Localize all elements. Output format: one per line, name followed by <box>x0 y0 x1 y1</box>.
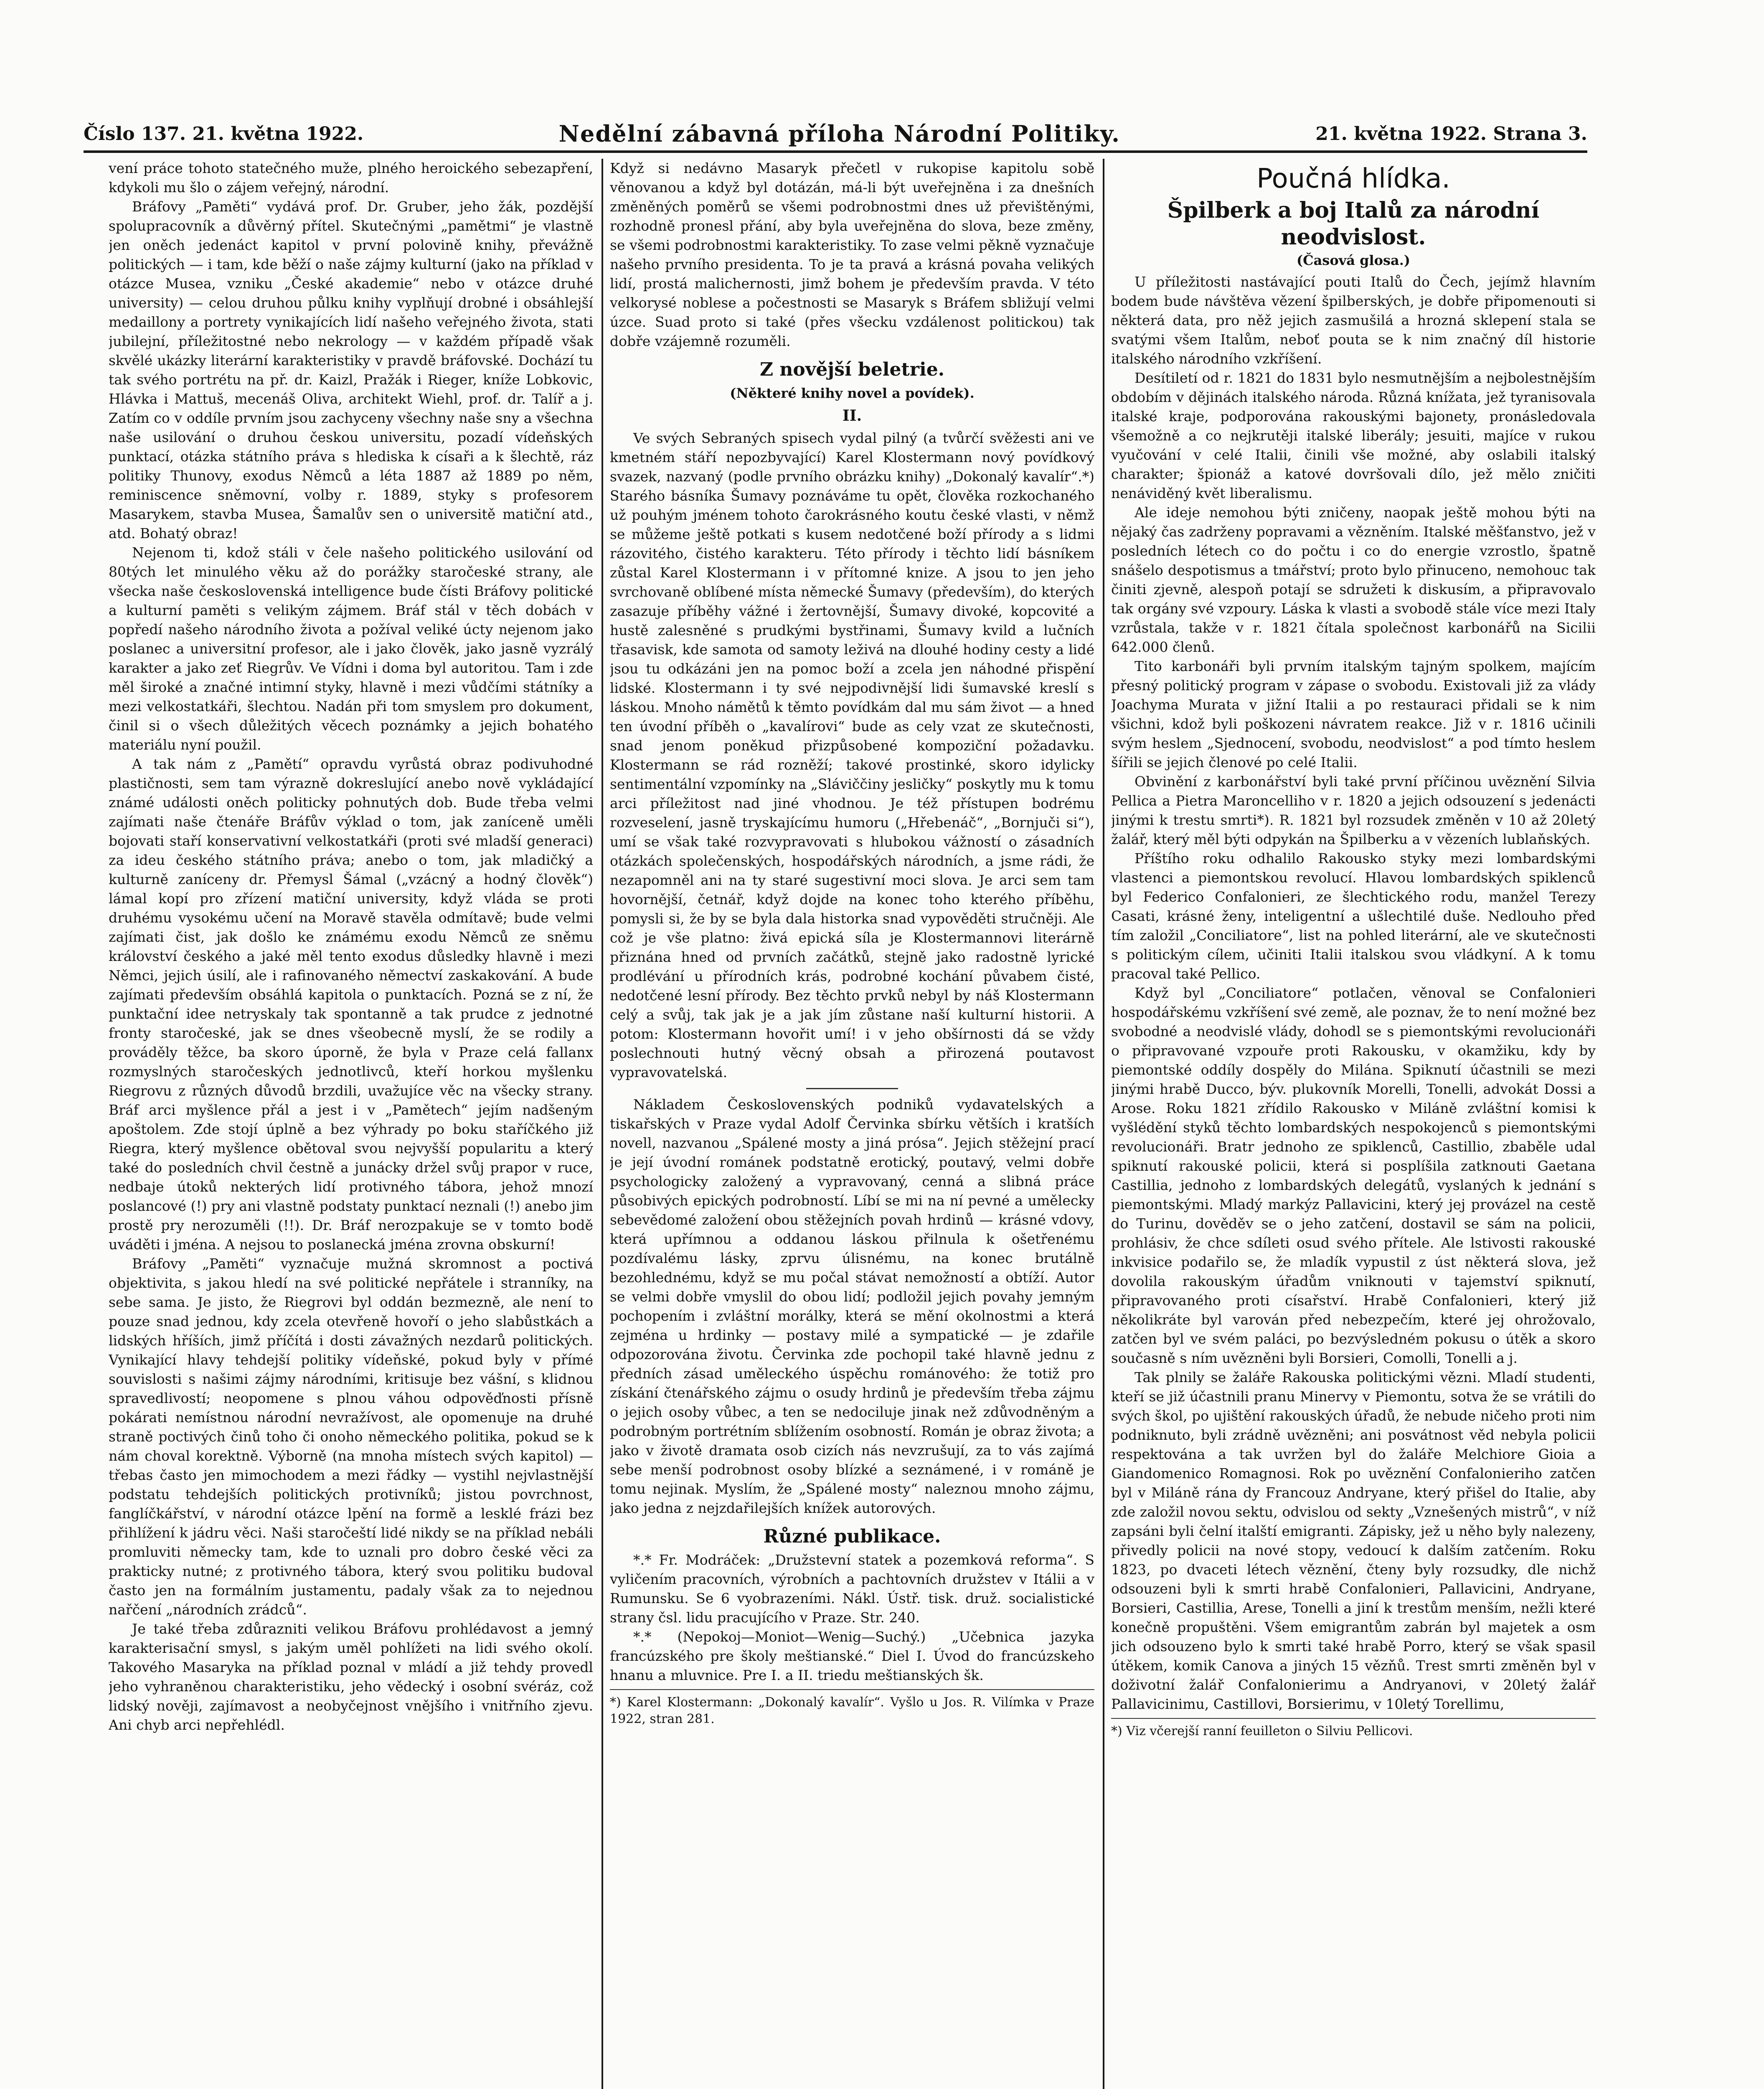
column-2 <box>610 159 1094 2089</box>
paragraph: *.* (Nepokoj—Moniot—Wenig—Suchý.) „Učebnica jazyka francúzského pre školy meštianské.“ Diel I. Úvod do francúzskeho hnanu a mluvnice. Pre I. a II. triedu meštianských šk. <box>610 1629 1094 1683</box>
paragraph: Bráfovy „Paměti“ vydává prof. Dr. Gruber, jeho žák, pozdější spolupracovník a důvěrný přítel. Skutečnými „pamětmi“ je vlastně jen oněch jedenáct kapitol v první polovině knihy, převážně politických — i tam, kde běží o naše zájmy kulturní (jako na příklad v otázce Musea, vzniku „České akademie“ nebo v otázce druhé university) — celou druhou půlku knihy vyplňují drobné i obsáhlejší medaillony a portrety vynikajících lidí našeho veřejného života, stati jubilejní, příležitostné nebo nekrology — v každém případě však skvělé ukázky literární karakteristiky v pravdě bráfovské. Dochází tu tak svého portrétu na př. dr. Kaizl, Pražák i Rieger, kníže Lobkovic, Hlávka i Mattuš, mecenáš Oliva, architekt Wiehl, prof. dr. Talíř a j. Zatím co v oddíle prvním jsou zachyceny všechny naše sny a všechna naše usilování o druhou českou universitu, pozadí vídeňských punktací, otázka státního práva s hlediska k císaři a k šlechtě, ráz politiky Thunovy, exodus Němců a léta 1887 až 1889 po něm, reminiscence sněmovní, volby r. 1889, styky s profesorem Masarykem, stavba Musea, Šamalův sen o universitě matiční atd., atd. Bohatý obraz! <box>109 198 593 541</box>
footnote: *) Viz včerejší ranní feuilleton o Silviu Pellicovi. <box>1111 1718 1596 1740</box>
paragraph: vení práce tohoto statečného muže, plného heroického sebezapření, kdykoli mu šlo o zájem veřejný, národní. <box>109 160 593 196</box>
section-title: Z novější beletrie. <box>759 359 945 380</box>
paragraph: Příštího roku odhalilo Rakousko styky mezi lombardskými vlastenci a piemontskou revolucí. Hlavou lombardských spiklenců byl Federico Confalonieri, ze šlechtického rodu, manžel Terezy Casati, krásné ženy, inteligentní a ušlechtilé duše. Nedlouho před tím založil „Conciliatore“, list na pohled literární, ale ve skutečnosti s politickým cílem, učiniti Italii italskou svou vládkyní. A k tomu pracoval také Pellico. <box>1111 850 1596 982</box>
supplement-title: Nedělní zábavná příloha Národní Politiky. <box>558 120 1120 147</box>
paragraph: Ale ideje nemohou býti zničeny, naopak ještě mohou býti na nějaký čas zadrženy popravami a vězněním. Italské měšťanstvo, jež v posledních létech co do počtu i co do energie vzrostlo, špatně snášelo despotismus a tmářství; proto bylo přinuceno, nemohouc tak činiti zjevně, alespoň potají se sdružeti k diskusím, a připravovalo tak orgány své vzpoury. Láska k vlasti a svobodě stále více mezi Italy vzrůstala, takže v r. 1821 čítala společnost karbonářů na Sicilii 642.000 členů. <box>1111 504 1596 655</box>
section-title: Různé publikace. <box>763 1526 941 1547</box>
paragraph: Tito karbonáři byli prvním italským tajným spolkem, majícím přesný politický program v zápase o svobodu. Existovali již za vlády Joachyma Murata v jižní Italii a po restauraci přidali se k nim všichni, kdož byli poškozeni návratem reakce. Již v r. 1816 učinili svým heslem „Sjednocení, svobodu, neodvislost“ a pod tímto heslem šířili se jejich členové po celé Italii. <box>1111 658 1596 770</box>
paragraph: Když si nedávno Masaryk přečetl v rukopise kapitolu sobě věnovanou a když byl dotázán, má-li být uveřejněna i za dnešních změněných poměrů se všemi podrobnostmi dnes už převištěnými, rozhodně pronesl přání, aby byla uveřejněna do slova, beze změny, se všemi podrobnostmi karakteristiky. To zase velmi pěkně vyznačuje našeho prvního presidenta. To je ta pravá a krásná povaha velikých lidí, prostá malichernosti, jimž bohem je především pravda. V této velkorysé noblese a počestnosti se Masaryk s Bráfem sbližují velmi úzce. Suad proto si také (přes všecku vzdálenost politickou) tak dobře vzájemně rozuměli. <box>610 160 1094 349</box>
column-1 <box>109 159 593 2089</box>
header-rule <box>84 150 1587 153</box>
column-divider <box>602 159 603 2089</box>
section-subtitle: (Některé knihy novel a povídek). <box>730 385 975 401</box>
column-divider <box>1103 159 1104 2089</box>
paragraph: Tak plnily se žaláře Rakouska politickými vězni. Mladí studenti, kteří se již účastnili pranu Minervy v Piemontu, sotva že se vrátili do svých škol, po ujištění rakouských úřadů, že nebude ničeho proti nim podniknuto, byli zrádně uvězněni; ani posvátnost věd nebyla policii respektována a tak uvržen byl do žaláře Melchiore Gioia a Giandomenico Romagnosi. Rok po uvěznění Confalonieriho zatčen byl v Miláně rána dy Francouz Andryane, který přišel do Italie, aby zde založil novou sektu, odvislou od sekty „Vznešených mistrů“, v níž zapsáni byli čelní italští emigranti. Zápisky, jež u něho byly nalezeny, přivedly policii na nové stopy, vedoucí k dalším zatčením. Roku 1823, po dvaceti létech věznění, čteny byly rozsudky, dle nichž odsouzeni byli k smrti hrabě Confalonieri, Pallavicini, Andryane, Borsieri, Castillia, Arese, Tonelli a jiní k trestům menším, nežli které konečně propuštěni. Všem emigrantům zabrán byl majetek a osm jich odsouzeno bylo k smrti také hrabě Porro, který se však spasil útěkem, komik Canova a jiných 15 vězňů. Trest smrti změněn byl v doživotní žalář Confalonierimu a Andryanovi, v 20letý žalář Pallavicinimu, Castillovi, Borsierimu, v 10letý Torellimu, <box>1111 1369 1596 1712</box>
paragraph: *.* Fr. Modráček: „Družstevní statek a pozemková reforma“. S vyličením pracovních, výrobních a pachtovních družstev v Itálii a v Rumunsku. Se 6 vyobrazeními. Nákl. Ústř. tisk. druž. socialistické strany čsl. lidu pracujícího v Praze. Str. 240. <box>610 1552 1094 1626</box>
paragraph: Obvinění z karbonářství byli také první příčinou uvěznění Silvia Pellica a Pietra Maroncelliho v r. 1820 a jejich odsouzení s jedenácti jinými k trestu smrti*). R. 1821 byl rozsudek změněn v 10 až 20letý žalář, který měl býti odpykán na Špilberku a v vězeních lublaňských. <box>1111 773 1596 847</box>
article-subtitle: (Časová glosa.) <box>1296 252 1411 268</box>
rubric-title: Poučná hlídka. <box>1256 163 1450 194</box>
paragraph: Nákladem Československých podniků vydavatelských a tiskařských v Praze vydal Adolf Červinka sbírku větších i kratších novell, nazvanou „Spálené mosty a jiná prósa“. Jejich stěžejní prací je její úvodní románek podstatně erotický, poutavý, velmi dobře psychologicky založený a vypravovaný, cenná a slibná práce působivých epických podrobností. Líbí se mi na ní pevné a umělecky sebevědomé založení obou stěžejních povah hrdinů — krásné vdovy, která upřímnou a oddanou láskou přilnula k ošetřenému pozdívalému lásky, zprvu úlisnému, na konec brutálně bezohlednému, když se mu počal stávat nemožností a obtíží. Autor se velmi dobře vmyslil do obou lidí; podložil jejich povahy jemným pochopením i zvláštní morálky, která se mění okolnostmi a která zejména u hrdinky — postavy milé a sympatické — je zdařile odpozorována životu. Červinka zde pochopil také hlavně jednu z předních zásad uměleckého úspěchu románového: že totiž pro získání čtenářského zájmu o osudy hrdinů je především třeba zájmu o jejich osoby vůbec, a ten se nedociluje jinak než zdůvodněným a podrobným portrétním sblížením osobností. Román je obraz života; a jako v životě dramata osob cizích nás nevzrušují, za to vás zajímá sebe menší podrobnost osoby blízké a seznámené, i v románě je tomu nejinak. Myslím, že „Spálené mosty“ naleznou mnoho zájmu, jako jedna z nejzdařilejších knížek autorových. <box>610 1096 1094 1516</box>
separator <box>806 1088 898 1089</box>
paragraph: Desítiletí od r. 1821 do 1831 bylo nesmutnějším a nejbolestnějším obdobím v dějinách italského národa. Různá knížata, jež tyranisovala italské kraje, podporována rakouskými bajonety, pronásledovala všemožně a co nejkrutěji italské liberály; jesuiti, majíce v rukou vyučování v celé Italii, činili vše možné, aby oslabili italský charakter; špionáž a katové dovršovali dílo, jež mělo zničiti nenáviděný květ liberalismu. <box>1111 370 1596 501</box>
article-title: Špilberk a boj Italů za národní neodvislost. <box>1167 198 1540 250</box>
footnote: *) Karel Klostermann: „Dokonalý kavalír“. Vyšlo u Jos. R. Vilímka v Praze 1922, stran 281. <box>610 1689 1094 1728</box>
paragraph: A tak nám z „Pamětí“ opravdu vyrůstá obraz podivuhodné plastičnosti, sem tam výrazně dokreslující anebo nově vykládající známé události oněch politicky pohnutých dob. Bude třeba velmi zajímati naše čtenáře Bráfův výklad o tom, jak zaníceně uměli bojovati staří konservativní velkostatkáři (proti své mladší generaci) za ideu českého státního práva; anebo o tom, jak mladičký a kulturně zaníceny dr. Přemysl Šámal („vzácný a hodný člověk“) lámal kopí pro zřízení matiční university, když vláda se proti druhému vysokému učení na Moravě stavěla odmítavě; bude velmi zajímati čist, jak došlo ke známému exodu Němců ze sněmu království českého a jaké měl tento exodus důsledky hlavně i mezi Němci, jejich úsilí, ale i rafinovaného němectví zaskakování. A bude zajímati především obsáhlá kapitola o punktacích. Pozná se z ní, že punktační idee netryskaly tak spontanně a tak prudce z jednotné fronty staročeské, jak se dnes všeobecně myslí, že se rodily a prováděly těžce, ba skoro úporně, že byla v Praze celá fallanx rozmyslných staročeských jednotlivců, kteří horkou myšlenku Riegrovu z různých důvodů brzdili, uvažujíce věc na všecky strany. Bráf arci myšlence přál a jest i v „Pamětech“ jejím nadšeným apoštolem. Zde stojí úplně a bez výhrady po boku staříčkého již Riegra, který myšlence obětoval svou nejvyšší popularitu a který také do posledních chvil čestně a junácky držel svůj prapor v ruce, nedbaje útoků nekterých lidí protivného tábora, jehož mnozí poslancové (!) pry ani vlastně podstaty punktací neznali (!) anebo jim prostě pry nerozuměli (!!). Dr. Bráf nerozpakuje se v tomto bodě uváděti i jména. A nejsou to poslanecká jména zrovna obskurní! <box>109 756 593 1253</box>
page-header <box>84 117 1587 150</box>
issue-date: Číslo 137. 21. května 1922. <box>84 123 364 145</box>
page-number: 21. května 1922. Strana 3. <box>1315 123 1587 145</box>
paragraph: U příležitosti nastávající pouti Italů do Čech, jejímž hlavním bodem bude návštěva vězení špilberských, je dobře připomenouti si některá data, pro něž jejich zasmušilá a hrozná sklepení stala se svatými všem Italům, neboť pouta se k nim značný díl historie italského národního vzkříšení. <box>1111 274 1596 367</box>
paragraph: Ve svých Sebraných spisech vydal pilný (a tvůrčí svěžesti ani ve kmetném stáří nepozbyvající) Karel Klostermann nový povídkový svazek, nazvaný (podle prvního obrázku knihy) „Dokonalý kavalír“.*) Starého básníka Šumavy poznáváme tu opět, člověka rozkochaného už pouhým jménem tohoto čarokrásného koutu české vlasti, v němž se můžeme ještě potkati s kusem nedotčené boží přírody a s lidmi rázovitého, čistého karakteru. Této přírody i těchto lidí básníkem zůstal Karel Klostermann i v přítomné knize. A jsou to jen jeho svrchovaně oblíbené místa německé Šumavy (především), do kterých zasazuje příběhy vážné i žertovnější, Šumavy divoké, kopcovité a hustě zalesněné s prudkými bystřinami, Šumavy kvild a lučních třasavisk, kde samota od samoty leživá na dlouhé hodiny cesty a lidé jsou tu odkázáni jen na pomoc boží a zcela jen náhodné přispění lidské. Klostermann i ty své nejpodivnější lidi šumavské kreslí s láskou. Mnoho námětů k těmto povídkám dal mu sám život — a hned ten úvodní příběh o „kavalírovi“ bude as cely vzat ze skutečnosti, snad jenom poněkud přizpůsobené kompoziční požadavku. Klostermann se rád rozněží; takové prostinké, skoro idylicky sentimentální vzpomínky na „Sláviččiny jesličky“ poskytly mu k tomu arci příležitost nad jiné vhodnou. Je též přístupen bodrému rozveselení, jasně tryskajícímu humoru („Hřebenáč“, „Bornjuči si“), umí se však také rozvypravovati s hlubokou vážností o zásadních otázkách společenských, hospodářských národních, a jsme rádi, že nezapomněl ani na ty staré sugestivní moci slova. Je arci sem tam hovornější, četnář, když dojde na konec toho kterého příběhu, pomysli si, že by se byla dala historka snad vypověděti stručněji. Ale což je vše platno: živá epická síla je Klostermannovi literárně přiznána hned od prvních začátků, stejně jako radostně lyrické prodlévání u přírodních krás, podrobné kochání půvabem čisté, nedotčené lesní přírody. Bez těchto prvků nebyl by náš Klostermann celý a svůj, tak jak je a jak jím zůstane naší kulturní historii. A potom: Klostermann hovořit umí! i v jeho obšírnosti dá se vždy poslechnouti hutný věcný obsah a přirozená poutavost vypravovatelská. <box>610 430 1094 1080</box>
section-number: II. <box>842 407 862 424</box>
paragraph: Je také třeba zdůrazniti velikou Bráfovu prohlédavost a jemný karakterisační smysl, s jakým uměl pohlížeti na lidi svého okolí. Takového Masaryka na příklad poznal v mládí a již tehdy provedl jeho vyhraněnou charakteristiku, jeho vědecký i osobní svéráz, což lidský nověji, zajímavost a neobyčejnost vnějšího i vnitřního zjevu. Ani chyb arci nepřehlédl. <box>109 1621 593 1733</box>
paragraph: Bráfovy „Paměti“ vyznačuje mužná skromnost a poctivá objektivita, s jakou hledí na své politické nepřátele i stranníky, na sebe sama. Je jisto, že Riegrovi byl oddán bezmezně, ale není to pouze snad jednou, kdy zcela otevřeně hovoří o jeho slabůstkách a lidských hříších, jimž příčítá i dosti závažných nezdarů politických. Vynikající hlavy tehdejší politiky vídeňské, pokud byly v přímé souvislosti s našimi zájmy národními, kritisuje bez vášní, s klidnou spravedlivostí; neopomene s plnou váhou odpověďnosti přísně pokárati nemístnou národní nevražívost, ale opomenuje na druhé straně poctivých činů toho či onoho německého politika, pokud se k nám choval korektně. Výborně (na mnoha místech svých kapitol) — třebas často jen mimochodem a mezi řádky — vystihl nejvlastnější podstatu tehdejších politických protivníků; jistou povrchnost, fanglíčkářství, v národní otázce lpění na formě a lesklé frázi bez přihlížení k jádru věci. Naši staročeští lidé nikdy se na příklad nebáli promluviti německy tam, kde to uznali pro dobro české věci za prakticky nutné; z protivného tábora, který svou politiku budoval často jen na formálním justamentu, padaly však za to nejednou nařčení „národních zrádců“. <box>109 1255 593 1618</box>
column-3 <box>1111 159 1596 2089</box>
paragraph: Když byl „Conciliatore“ potlačen, věnoval se Confalonieri hospodářskému vzkříšení své země, ale poznav, že to není možné bez svobodné a neodvislé vlády, dohodl se s piemontskými revolucionáři o připravované vzpouře proti Rakousku, v okamžiku, kdy by piemontské oddíly dospěly do Milána. Spiknutí účastnili se mezi jinými hrabě Ducco, býv. plukovník Morelli, Tonelli, advokát Dossi a Arose. Roku 1821 zřídilo Rakousko v Miláně zvláštní komisi k vyšlédění styků těchto lombardských nespokojenců s piemontskými revolucionáři. Bratr jednoho ze spiklenců, Castillio, zbaběle udal spiknutí rakouské policii, která si posplíšila zatknouti Gaetana Castillia, jednoho z lombardských delegátů, vyslaných k jednání s piemontskými. Mladý markýz Pallavicini, který jej provázel na cestě do Turinu, dověděv se o jeho zatčení, dostavil se sám na policii, prohlásiv, že chce sdíleti osud svého přítele. Ale lstivosti rakouské inkvisice podařilo se, že mladík vypustil z úst některá slova, jež dovolila rakouským úřadům vniknouti v tajemství spiknutí, připravovaného proti císařství. Hrabě Confalonieri, který již několikráte byl varován před nebezpečím, které jej ohrožovalo, zatčen byl ve svém paláci, po bezvýsledném pokusu o útěk a skoro současně s ním uvězněni byli Borsieri, Comolli, Tonelli a j. <box>1111 985 1596 1366</box>
paragraph: Nejenom ti, kdož stáli v čele našeho politického usilování od 80tých let minulého věku až do porážky staročeské strany, ale všecka naše československá intelligence bude čísti Bráfovy politické a kulturní paměti s velikým zájmem. Bráf stál v těch dobách v popředí našeho národního života a požíval veliké úcty nejenom jako poslanec a universitní profesor, ale i jako člověk, jako jasně vyzrálý karakter a jako zeť Riegrův. Ve Vídni i doma byl autoritou. Tam i zde měl široké a značné intimní styky, hlavně i mezi vůdčími státníky a mezi velkostatkáři, šlechtou. Nadán při tom smyslem pro dokument, činil si o všech důležitých věcech poznámky a jejich bohatého materiálu nyní použil. <box>109 544 593 753</box>
